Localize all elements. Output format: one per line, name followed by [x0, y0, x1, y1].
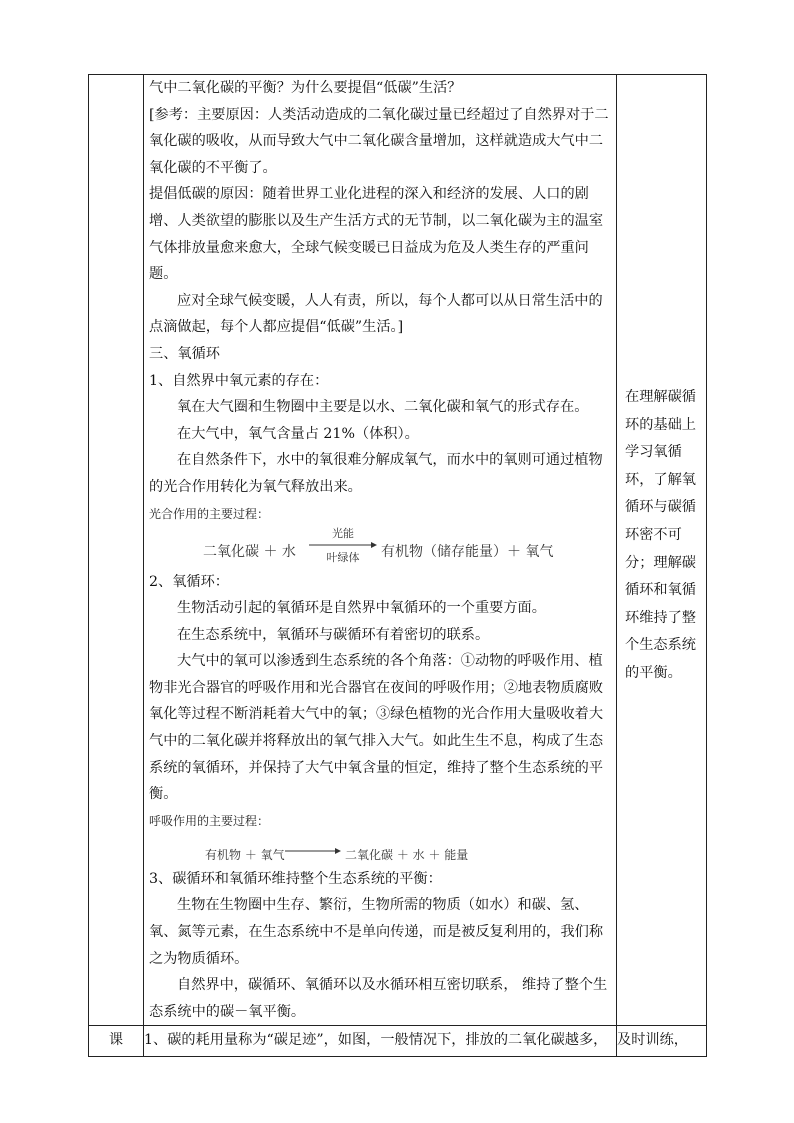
- reference-paragraph: [参考：主要原因：人类活动造成的二氧化碳过量已经超过了自然界对于二氧化碳的吸收，从而导致大气中二氧化碳含量增加，这样就造成大气中二氧化碳的不平衡了。: [149, 106, 609, 176]
- photosynthesis-products: 有机物（储存能量）＋ 氧气: [381, 543, 554, 560]
- photosynthesis-label: 光合作用的主要过程：: [149, 506, 270, 521]
- arrow-icon: [309, 541, 377, 549]
- section-title-oxygen-cycle: 三、氧循环: [149, 345, 220, 362]
- water-oxygen-text: 在自然条件下，水中的氧很难分解成氧气，而水中的氧则可通过植物的光合作用转化为氧气释放出来。: [149, 452, 603, 495]
- subsection-title-1: 1、自然界中氧元素的存在：: [149, 372, 329, 389]
- stage-label: 课: [89, 1026, 144, 1057]
- respiration-products: 二氧化碳 ＋ 水 ＋ 能量: [345, 847, 469, 862]
- carbon-oxygen-balance-text: 自然界中，碳循环、氧循环以及水循环相互密切联系， 维持了整个生态系统中的碳－氧平衡。: [149, 977, 608, 1020]
- respiration-label: 呼吸作用的主要过程：: [149, 813, 270, 828]
- arrow-icon: [285, 847, 341, 855]
- exercise-note: 及时训练，: [617, 1026, 707, 1057]
- content-cell: [144, 75, 617, 1026]
- low-carbon-reason-paragraph: 提倡低碳的原因：随着世界工业化进程的深入和经济的发展、人口的剧增、人类欲望的膨胀以及生产生活方式的无节制，以二氧化碳为主的温室气体排放量愈来愈大，全球气候变暖已日益成为危及人类生存的严重问题。: [149, 186, 604, 283]
- oxygen-cycle-text-3: 大气中的氧可以渗透到生态系统的各个角落：①动物的呼吸作用、植物非光合器官的呼吸作用和光合器官在夜间的呼吸作用；②地表物质腐败氧化等过程不断消耗着大气中的氧；③绿色植物的光合作用大量吸收着大气中的二氧化碳并将释放出的氧气排入大气。如此生生不息，构成了生态系统的氧循环，并保持了大气中氧含量的恒定，维持了整个生态系统的平衡。: [149, 653, 604, 803]
- photosynthesis-condition-chloroplast: 叶绿体: [326, 550, 360, 564]
- photosynthesis-reactants: 二氧化碳 ＋ 水: [203, 543, 296, 560]
- content-row: [89, 75, 707, 1026]
- photosynthesis-condition-light: 光能: [332, 526, 354, 540]
- lesson-plan-table: [88, 74, 707, 1057]
- respiration-reactants: 有机物 ＋ 氧气: [205, 847, 285, 862]
- question-line: 气中二氧化碳的平衡？为什么要提倡“低碳”生活？: [149, 80, 462, 96]
- respond-paragraph: 应对全球气候变暖，人人有责，所以，每个人都可以从日常生活中的点滴做起，每个人都应提倡“低碳”生活。]: [149, 292, 603, 336]
- subsection-title-3: 3、碳循环和氧循环维持整个生态系统的平衡：: [149, 870, 442, 887]
- oxygen-cycle-text-2: 在生态系统中，氧循环与碳循环有着密切的联系。: [177, 626, 490, 643]
- oxygen-content-text: 在大气中，氧气含量占 21%（体积）。: [177, 425, 419, 442]
- material-cycle-text: 生物在生物圈中生存、繁衍，生物所需的物质（如水）和碳、氢、氧、氮等元素，在生态系统中不是单向传递，而是被反复利用的，我们称之为物质循环。: [149, 897, 604, 967]
- note-cell: [617, 75, 707, 1026]
- exercise-text: 1、碳的耗用量称为“碳足迹”，如图，一般情况下，排放的二氧化碳越多，: [144, 1026, 617, 1057]
- subsection-title-2: 2、氧循环：: [149, 573, 229, 590]
- design-intent-note: 在理解碳循环的基础上学习氧循环，了解氧循环与碳循环密不可分；理解碳循环和氧循环维持了整个生态系统的平衡。: [625, 389, 696, 681]
- photosynthesis-equation: [149, 527, 611, 569]
- exercise-row: [89, 1026, 707, 1057]
- respiration-equation: [149, 834, 611, 866]
- oxygen-cycle-text-1: 生物活动引起的氧循环是自然界中氧循环的一个重要方面。: [177, 600, 546, 617]
- oxygen-existence-text: 氧在大气圈和生物圈中主要是以水、二氧化碳和氧气的形式存在。: [177, 399, 589, 416]
- photosynthesis-arrow: [309, 527, 377, 567]
- stage-cell: [89, 75, 144, 1026]
